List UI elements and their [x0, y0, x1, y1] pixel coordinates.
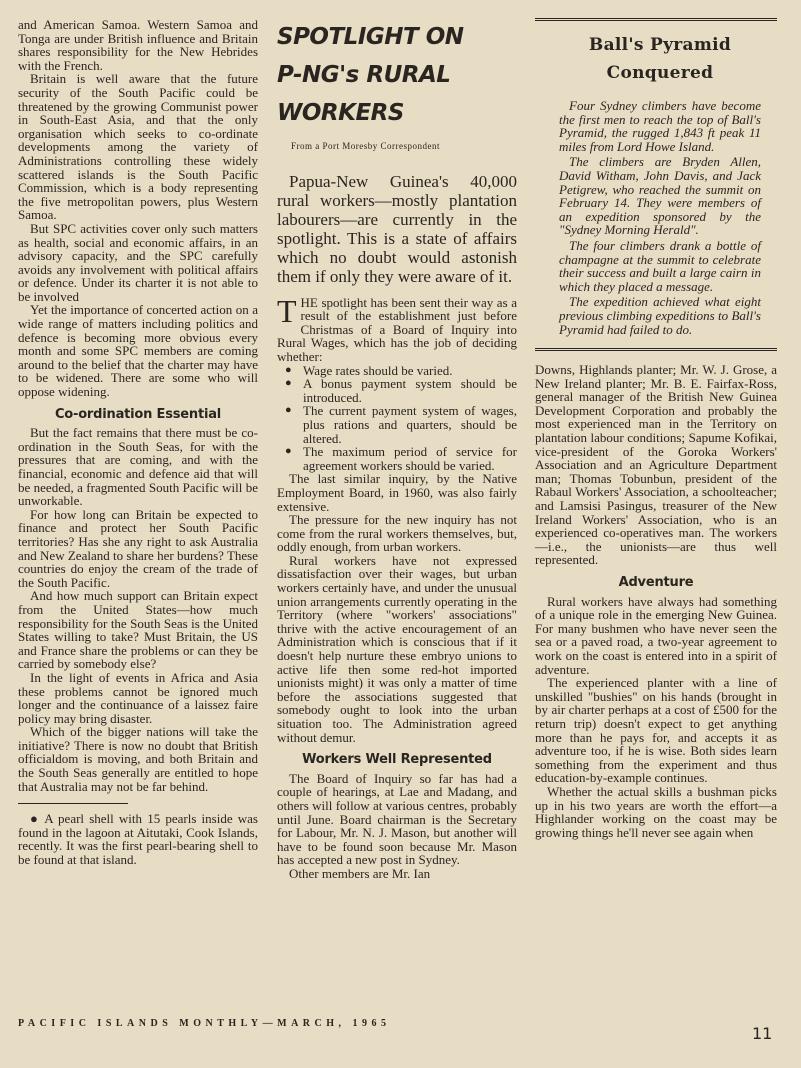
paragraph: But the fact remains that there must be co-ordination in the South Seas, for with the pressures that are coming, and with the financial, economic and defence aid that will be needed, a fragmented South Pacific will be unworkable. — [18, 425, 258, 509]
balls-pyramid-box — [535, 18, 777, 351]
paragraph: and American Samoa. Western Samoa and Tonga are under British influence and Britain shares responsibility for the New Hebrides with the French. — [18, 17, 258, 73]
paragraph: And how much support can Britain expect from the United States—how much responsibility for the South Seas is the United States willing to take? Must Britain, the US and France share the problems or can they be carried by somebody else? — [18, 588, 258, 672]
paragraph: But SPC activities cover only such matters as health, social and economic affairs, in an advisory capacity, and the SPC carefully avoids any involvement with political affairs or defence. Under its charter it is not able to be involved — [18, 220, 258, 304]
paragraph: For how long can Britain be expected to finance and protect her South Pacific territories? Has she any right to ask Australia and New Zealand to share her burdens? These countries do enjoy the cream of the trade of the South Pacific. — [18, 506, 258, 590]
paragraph: In the light of events in Africa and Asia these problems cannot be ignored much longer and the continuance of a laissez faire policy may bring disaster. — [18, 669, 258, 726]
page-number: 11 — [752, 1024, 773, 1043]
column-middle — [277, 18, 517, 881]
paragraph: The pressure for the new inquiry has not come from the rural workers themselves, but, oddly enough, from urban workers. — [277, 512, 517, 555]
box-title-line: Conquered — [606, 63, 714, 83]
list-item: ● Wage rates should be varied. — [303, 364, 517, 378]
section-heading-coordination: Co-ordination Essential — [54, 406, 222, 422]
paragraph: Which of the bigger nations will take the initiative? There is now no doubt that British officialdom is moving, and both Britain and the South Seas generally are entitled to hope that Australia may not be far behind. — [18, 724, 258, 794]
paragraph: The experienced planter with a line of unskilled "bushies" on his hands (brought in by air charter perhaps at a cost of £500 for the return trip) doesn't expect to get anything more than he pays for, and accepts it as adventure too, if he is wise. Both sides learn something from the experiment and thus education-by-example continues. — [535, 675, 777, 786]
page-footer: PACIFIC ISLANDS MONTHLY—MARCH, 1965 — [18, 1018, 391, 1029]
box-title — [559, 31, 761, 87]
column-right — [535, 18, 777, 839]
box-paragraph: Four Sydney climbers have become the first men to reach the top of Ball's Pyramid, the rugged 1,843 ft peak 11 miles from Lord Howe Island. — [559, 98, 761, 154]
box-title-line: Ball's Pyramid — [588, 35, 732, 55]
box-paragraph: The climbers are Bryden Allen, David Witham, John Davis, and Jack Petigrew, who reached the summit on February 14. They were members of an expedition sponsored by the "Sydney Morning Herald". — [559, 154, 761, 238]
list-item: ● The maximum period of service for agreement workers should be varied. — [303, 445, 517, 472]
inquiry-bullet-list — [277, 364, 517, 473]
title-line: P-NG's RURAL — [277, 62, 451, 88]
list-item: ● The current payment system of wages, plus rations and quarters, should be altered. — [303, 404, 517, 445]
paragraph: Downs, Highlands planter; Mr. W. J. Grose, a New Ireland planter; Mr. B. E. Fairfax-Ross, general manager of the British New Guinea Development Corporation and probably the most experienced man in the Territory on plantation labour conditions; Sapume Kofikai, vice-president of the Goroka Workers' Association and an Agriculture Department man; Thomas Tobunbun, president of the Rabaul Workers' Association, a schoolteacher; and Lamsisi Pasingus, treasurer of the New Ireland Workers' Association, who is an experienced co-operatives man. The workers—i.e., the unionists—are thus well represented. — [535, 362, 777, 568]
box-paragraph: The expedition achieved what eight previous climbing expeditions to Ball's Pyramid had failed to do. — [559, 294, 761, 337]
column-left — [18, 18, 258, 867]
box-paragraph: The four climbers drank a bottle of champagne at the summit to celebrate their success and built a large cairn in which they placed a message. — [559, 237, 761, 294]
paragraph: The last similar inquiry, by the Native Employment Board, in 1960, was also fairly extensive. — [277, 471, 517, 514]
paragraph: The Board of Inquiry so far has had a couple of hearings, at Lae and Madang, and others will follow at various centres, probably until June. Board chairman is the Secretary for Labour, Mr. N. J. Mason, but another will have to be found soon because Mr. Mason has accepted a new post in Sydney. — [277, 770, 517, 868]
list-item: ● A bonus payment system should be introduced. — [303, 377, 517, 404]
paragraph: Yet the importance of concerted action on a wide range of matters including politics and defence is becoming more obvious every month and some SPC members are coming around to the belief that the charter may have to be widened. There are some who will oppose widening. — [18, 302, 258, 400]
paragraph: Rural workers have always had something of a unique role in the emerging New Guinea. For many bushmen who have never seen the sea or a paved road, a two-year agreement to work on the coast is entered into in a spirit of adventure. — [535, 593, 777, 677]
intro-paragraph — [277, 292, 517, 364]
drop-cap: T — [277, 292, 297, 329]
paragraph: Whether the actual skills a bushman picks up in his two years are worth the effort—a Highlander working on the coast may be growing things he'll never see again when — [535, 783, 777, 840]
title-line: WORKERS — [277, 100, 404, 126]
section-heading-workers: Workers Well Represented — [302, 752, 492, 768]
pearl-news-item: ● A pearl shell with 15 pearls inside was found in the lagoon at Aitutaki, Cook Islands, recently. It was the first pearl-bearing shell to be found at that island. — [18, 811, 258, 868]
paragraph: Britain is well aware that the future security of the South Pacific could be threatened by the growing Communist power in South-East Asia, and that the only organisation which seeks to co-ordinate developments among the variety of Administrations controlling these widely scattered islands is the South Pacific Commission, which is a body representing the five metropolitan powers, plus Western Samoa. — [18, 71, 258, 223]
paragraph: Other members are Mr. Ian — [289, 865, 431, 881]
divider — [18, 803, 128, 804]
lead-paragraph: Papua-New Guinea's 40,000 rural workers—mostly plantation labourers—are currently in the spotlight. This is a state of affairs which no doubt would astonish them if only they were aware of it. — [277, 171, 517, 286]
article-title — [277, 18, 517, 132]
paragraph: Rural workers have not expressed dissatisfaction over their wages, but urban workers certainly have, and under the unusual union arrangements currently operating in the Territory (where "workers' associations" thrive with the active encouragement of an Administration which is conscious that if it doesn't help nurture these embryo unions to active life then some red-hot imported unionists might) it was only a matter of time before the associations suggested that somebody ought to look into the urban situation too. The Administration agreed without demur. — [277, 552, 517, 745]
byline: From a Port Moresby Correspondent — [291, 141, 440, 151]
section-heading-adventure: Adventure — [618, 575, 694, 590]
title-line: SPOTLIGHT ON — [277, 24, 464, 50]
intro-text: HE spotlight has been sent their way as a result of the establishment just before Christmas of a Board of Inquiry into Rural Wages, which has the job of deciding whether: — [277, 294, 517, 364]
